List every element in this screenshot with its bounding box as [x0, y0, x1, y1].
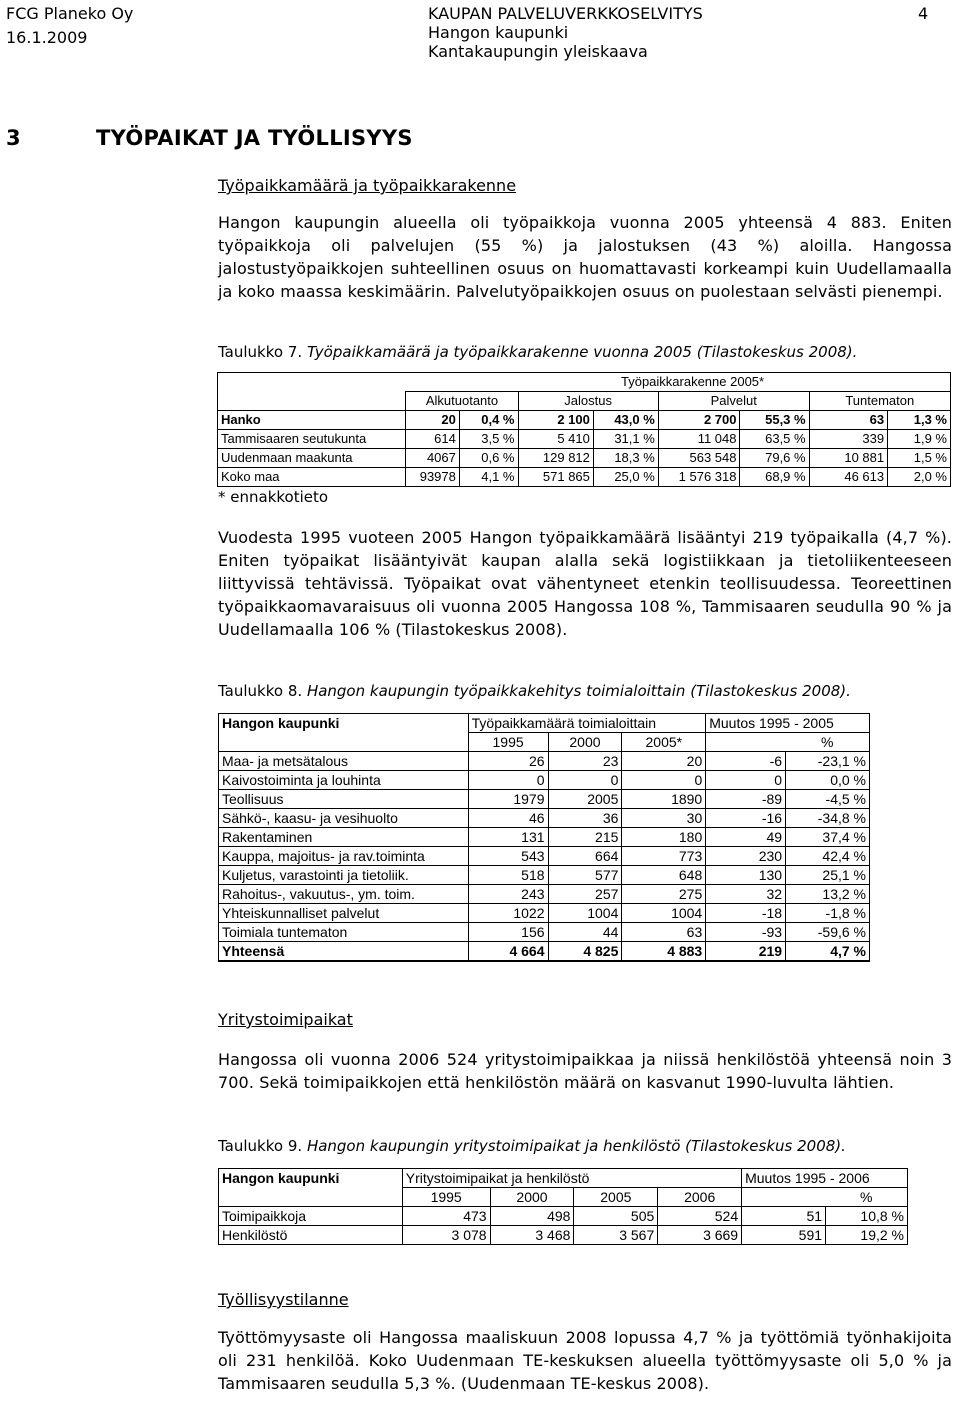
cell: 1 576 318: [658, 468, 740, 487]
table9-caption-label: Taulukko 9.: [218, 1137, 303, 1155]
row-label: Henkilöstö: [219, 1226, 403, 1245]
table7-footnote: * ennakkotieto: [218, 488, 329, 506]
table-row: [219, 885, 870, 904]
cell: 1,3 %: [888, 411, 951, 430]
cell: -59,6 %: [786, 923, 870, 942]
paragraph-workplaces: Hangon kaupungin alueella oli työpaikkoja vuonna 2005 yhteensä 4 883. Eniten työpaikkoja oli palvelujen (55 %) ja jalostuksen (43 %) aloilla. Hangossa jalostustyöpaikkojen suhteellinen osuus on huomattavasti korkeampi kuin Uudellamaalla ja koko maassa keskimäärin. Palvelutyöpaikkojen osuus on puolestaan selvästi pienempi.: [218, 213, 952, 301]
cell: 4,1 %: [459, 468, 518, 487]
table7-col-header: Palvelut: [658, 392, 809, 411]
cell: 1979: [468, 790, 548, 809]
table8-group1: Työpaikkamäärä toimialoittain: [468, 714, 706, 733]
total-row: [219, 942, 870, 962]
cell: 1004: [622, 904, 706, 923]
cell: 131: [468, 828, 548, 847]
table9-caption: [218, 1136, 958, 1156]
row-label: Toimipaikkoja: [219, 1207, 403, 1226]
cell: 275: [622, 885, 706, 904]
cell: 0,4 %: [459, 411, 518, 430]
table7-col-header: Alkutuotanto: [406, 392, 518, 411]
table7-caption: [218, 342, 958, 362]
cell: 93978: [406, 468, 459, 487]
cell: 3 468: [490, 1226, 574, 1245]
cell: 2,0 %: [888, 468, 951, 487]
cell: 339: [809, 430, 888, 449]
row-label: Uudenmaan maakunta: [218, 449, 406, 468]
cell: -6: [706, 752, 786, 771]
cell: 0: [548, 771, 622, 790]
table7: [217, 372, 951, 487]
cell: 524: [658, 1207, 742, 1226]
table-row: [219, 923, 870, 942]
cell: 0: [468, 771, 548, 790]
cell: 18,3 %: [593, 449, 658, 468]
cell: 3 567: [574, 1226, 658, 1245]
row-label: Rahoitus-, vakuutus-, ym. toim.: [219, 885, 469, 904]
cell: 63,5 %: [740, 430, 809, 449]
subheading-employment: Työllisyystilanne: [218, 1290, 349, 1309]
year-header: 1995: [402, 1188, 490, 1207]
cell: 13,2 %: [786, 885, 870, 904]
document-date: 16.1.2009: [6, 28, 88, 47]
cell: 55,3 %: [740, 411, 809, 430]
cell: 563 548: [658, 449, 740, 468]
cell: -93: [706, 923, 786, 942]
table-row: [219, 866, 870, 885]
year-header: 2000: [490, 1188, 574, 1207]
cell: 3,5 %: [459, 430, 518, 449]
cell: 180: [622, 828, 706, 847]
table8-caption-label: Taulukko 8.: [218, 682, 303, 700]
table-row: [219, 847, 870, 866]
page-header-center: [428, 4, 808, 62]
cell: 32: [706, 885, 786, 904]
cell: 43,0 %: [593, 411, 658, 430]
cell: 498: [490, 1207, 574, 1226]
cell: 36: [548, 809, 622, 828]
cell: 63: [622, 923, 706, 942]
cell: 1890: [622, 790, 706, 809]
cell: 63: [809, 411, 888, 430]
cell: 473: [402, 1207, 490, 1226]
row-label: Teollisuus: [219, 790, 469, 809]
cell: 46 613: [809, 468, 888, 487]
cell: 571 865: [518, 468, 593, 487]
row-label: Koko maa: [218, 468, 406, 487]
table9-group1: Yritystoimipaikat ja henkilöstö: [402, 1169, 741, 1188]
row-label: Kauppa, majoitus- ja rav.toiminta: [219, 847, 469, 866]
cell: 664: [548, 847, 622, 866]
cell: 2 100: [518, 411, 593, 430]
cell: 614: [406, 430, 459, 449]
cell: 19,2 %: [826, 1226, 908, 1245]
table-row: [219, 1207, 908, 1226]
cell: 20: [406, 411, 459, 430]
cell: 0,0 %: [786, 771, 870, 790]
cell: 518: [468, 866, 548, 885]
cell: 46: [468, 809, 548, 828]
table9-group2: Muutos 1995 - 2006: [742, 1169, 908, 1188]
table8: [218, 713, 870, 962]
cell: 2 700: [658, 411, 740, 430]
cell: 243: [468, 885, 548, 904]
paragraph-workplace-change: Vuodesta 1995 vuoteen 2005 Hangon työpaikkamäärä lisääntyi 219 työpaikalla (4,7 %). Eniten työpaikat lisääntyivät kaupan alalla sekä logistiikkaan ja tietoliikenteeseen liittyvissä tehtävissä. Työpaikat ovat vähentyneet etenkin teollisuudessa. Teoreettinen työpaikkaomavaraisuus oli vuonna 2005 Hangossa 108 %, Tammisaaren seudulla 90 % ja Uudellamaalla 106 % (Tilastokeskus 2008).: [218, 528, 952, 639]
subheading-business-locations: Yritystoimipaikat: [218, 1010, 353, 1029]
table-row: [219, 904, 870, 923]
cell: 10 881: [809, 449, 888, 468]
table8-caption-title: Hangon kaupungin työpaikkakehitys toimialoittain (Tilastokeskus 2008).: [306, 682, 851, 700]
cell: 10,8 %: [826, 1207, 908, 1226]
row-label: Toimiala tuntematon: [219, 923, 469, 942]
table-row: [218, 430, 951, 449]
plan-name: Kantakaupungin yleiskaava: [428, 42, 648, 61]
cell: 230: [706, 847, 786, 866]
cell: 129 812: [518, 449, 593, 468]
cell: 25,0 %: [593, 468, 658, 487]
cell: 31,1 %: [593, 430, 658, 449]
table-row: [219, 752, 870, 771]
cell: -34,8 %: [786, 809, 870, 828]
cell: 2005: [548, 790, 622, 809]
section-title: TYÖPAIKAT JA TYÖLLISYYS: [96, 126, 413, 150]
table8-group2: Muutos 1995 - 2005: [706, 714, 870, 733]
cell: 25,1 %: [786, 866, 870, 885]
row-label: Rakentaminen: [219, 828, 469, 847]
cell: 51: [742, 1207, 826, 1226]
row-label: Hanko: [218, 411, 406, 430]
page-number: 4: [918, 4, 929, 23]
table-row: [219, 771, 870, 790]
cell: 215: [548, 828, 622, 847]
table9-caption-title: Hangon kaupungin yritystoimipaikat ja henkilöstö (Tilastokeskus 2008).: [306, 1137, 846, 1155]
cell: 49: [706, 828, 786, 847]
cell: 4 883: [622, 942, 706, 962]
table-row: [219, 1226, 908, 1245]
table-row: [219, 809, 870, 828]
row-label: Kaivostoiminta ja louhinta: [219, 771, 469, 790]
row-label: Sähkö-, kaasu- ja vesihuolto: [219, 809, 469, 828]
table9-corner: Hangon kaupunki: [219, 1169, 403, 1188]
table7-caption-label: Taulukko 7.: [218, 343, 303, 361]
year-header: 1995: [468, 733, 548, 752]
cell: -89: [706, 790, 786, 809]
cell: 1004: [548, 904, 622, 923]
row-label: Maa- ja metsätalous: [219, 752, 469, 771]
cell: 3 669: [658, 1226, 742, 1245]
cell: 42,4 %: [786, 847, 870, 866]
cell: 577: [548, 866, 622, 885]
table-row: [218, 449, 951, 468]
page-header-left: [6, 4, 266, 48]
row-label: Yhteensä: [219, 942, 469, 962]
cell: 5 410: [518, 430, 593, 449]
cell: 773: [622, 847, 706, 866]
paragraph-business-locations: Hangossa oli vuonna 2006 524 yritystoimipaikkaa ja niissä henkilöstöä yhteensä noin 3 700. Sekä toimipaikkojen että henkilöstön määrä on kasvanut 1990-luvulta lähtien.: [218, 1050, 952, 1092]
pct-header: %: [786, 733, 870, 752]
pct-header: %: [826, 1188, 908, 1207]
cell: -1,8 %: [786, 904, 870, 923]
cell: 4,7 %: [786, 942, 870, 962]
cell: 130: [706, 866, 786, 885]
table7-col-header: Tuntematon: [809, 392, 950, 411]
cell: 23: [548, 752, 622, 771]
table7-col-header: Jalostus: [518, 392, 658, 411]
cell: 591: [742, 1226, 826, 1245]
table9: [218, 1168, 908, 1245]
table7-caption-title: Työpaikkamäärä ja työpaikkarakenne vuonna 2005 (Tilastokeskus 2008).: [306, 343, 858, 361]
table7-group-header: Työpaikkarakenne 2005*: [406, 373, 951, 392]
year-header: 2005: [574, 1188, 658, 1207]
row-label: Tammisaaren seutukunta: [218, 430, 406, 449]
row-label: Yhteiskunnalliset palvelut: [219, 904, 469, 923]
cell: 505: [574, 1207, 658, 1226]
table8-corner: Hangon kaupunki: [219, 714, 469, 733]
cell: 20: [622, 752, 706, 771]
table-row: [218, 468, 951, 487]
paragraph-employment: Työttömyysaste oli Hangossa maaliskuun 2008 lopussa 4,7 % ja työttömiä työnhakijoita oli 231 henkilöä. Koko Uudenmaan TE-keskuksen alueella työttömyysaste oli 5,0 % ja Tammisaaren seudulla 5,3 %. (Uudenmaan TE-keskus 2008).: [218, 1328, 952, 1393]
cell: -23,1 %: [786, 752, 870, 771]
year-header: 2000: [548, 733, 622, 752]
cell: 543: [468, 847, 548, 866]
report-title: KAUPAN PALVELUVERKKOSELVITYS: [428, 4, 703, 23]
cell: 79,6 %: [740, 449, 809, 468]
cell: -18: [706, 904, 786, 923]
cell: 3 078: [402, 1226, 490, 1245]
cell: 0: [622, 771, 706, 790]
cell: 68,9 %: [740, 468, 809, 487]
cell: 44: [548, 923, 622, 942]
cell: 26: [468, 752, 548, 771]
cell: -4,5 %: [786, 790, 870, 809]
row-label: Kuljetus, varastointi ja tietoliik.: [219, 866, 469, 885]
table8-caption: [218, 681, 958, 701]
table-row: [218, 411, 951, 430]
cell: 4 825: [548, 942, 622, 962]
section-number: 3: [6, 126, 21, 150]
company-name: FCG Planeko Oy: [6, 4, 134, 23]
year-header: 2005*: [622, 733, 706, 752]
cell: 30: [622, 809, 706, 828]
cell: -16: [706, 809, 786, 828]
cell: 1022: [468, 904, 548, 923]
cell: 648: [622, 866, 706, 885]
subheading-workplaces: Työpaikkamäärä ja työpaikkarakenne: [218, 176, 517, 195]
cell: 156: [468, 923, 548, 942]
cell: 0,6 %: [459, 449, 518, 468]
cell: 11 048: [658, 430, 740, 449]
table-row: [219, 828, 870, 847]
cell: 219: [706, 942, 786, 962]
cell: 4 664: [468, 942, 548, 962]
cell: 1,9 %: [888, 430, 951, 449]
cell: 0: [706, 771, 786, 790]
cell: 4067: [406, 449, 459, 468]
year-header: 2006: [658, 1188, 742, 1207]
cell: 37,4 %: [786, 828, 870, 847]
municipality: Hangon kaupunki: [428, 23, 569, 42]
table-row: [219, 790, 870, 809]
cell: 257: [548, 885, 622, 904]
cell: 1,5 %: [888, 449, 951, 468]
